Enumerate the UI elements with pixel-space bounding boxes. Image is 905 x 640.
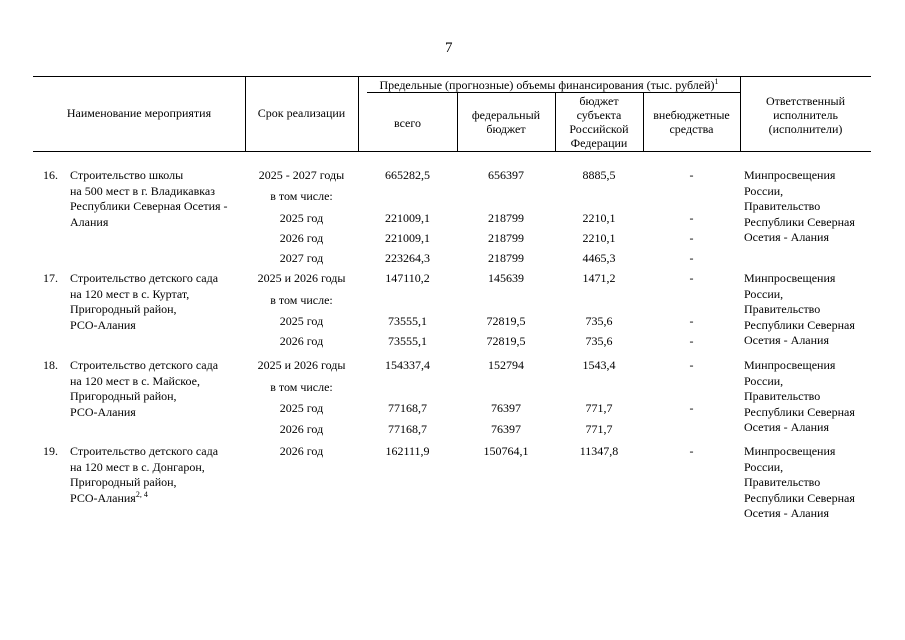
row-subject: 11347,8	[579, 444, 619, 458]
header-federal: федеральный бюджет	[471, 108, 541, 136]
row-period: 2025 год	[279, 211, 324, 225]
row-period: 2026 год	[279, 231, 324, 245]
row-federal: 150764,1	[483, 444, 529, 458]
row-subject: 2210,1	[582, 231, 616, 245]
row-period: 2025 - 2027 годы	[258, 168, 345, 182]
row-total: 221009,1	[385, 231, 430, 245]
row-subject: 2210,1	[582, 211, 616, 225]
row-period: 2025 год	[279, 401, 324, 415]
row-federal: 152794	[488, 358, 524, 372]
entry-number: 17.	[43, 271, 58, 285]
row-total: 162111,9	[385, 444, 430, 458]
header-name: Наименование мероприятия	[66, 106, 212, 120]
row-total: 77168,7	[388, 422, 427, 436]
entry-number: 19.	[43, 444, 58, 458]
row-period: 2026 год	[279, 334, 324, 348]
row-subject: 8885,5	[582, 168, 616, 182]
row-federal: 218799	[488, 251, 524, 265]
row-subject: 4465,3	[582, 251, 616, 265]
row-federal: 656397	[488, 168, 524, 182]
header-total: всего	[393, 116, 422, 130]
row-federal: 145639	[488, 271, 524, 285]
row-federal: 72819,5	[486, 314, 526, 328]
row-period: 2026 год	[279, 422, 324, 436]
row-extra: -	[689, 231, 694, 245]
row-federal: 218799	[488, 211, 524, 225]
row-extra: -	[689, 168, 694, 182]
row-period: 2026 год	[279, 444, 324, 458]
row-federal: 72819,5	[486, 334, 526, 348]
row-extra: -	[689, 444, 694, 458]
row-extra: -	[689, 334, 694, 348]
row-total: 665282,5	[385, 168, 430, 182]
row-extra: -	[689, 314, 694, 328]
row-subject: 1543,4	[582, 358, 616, 372]
row-federal: 76397	[491, 401, 521, 415]
row-subject: 771,7	[585, 422, 613, 436]
row-period: в том числе:	[270, 189, 333, 203]
entry-responsible: Минпросвещения России, Правительство Республики Северная Осетия - Алания	[744, 168, 855, 244]
header-funding: Предельные (прогнозные) объемы финансирования (тыс. рублей)$^1$	[379, 77, 719, 92]
entry-name: Строительство детского сада на 120 мест в с. Куртат, Пригородный район, РСО-Алания	[70, 271, 219, 332]
entry-number: 16.	[43, 168, 58, 182]
row-subject: 771,7	[585, 401, 613, 415]
row-total: 77168,7	[388, 401, 427, 415]
entry-name: Строительство детского сада на 120 мест в с. Донгарон, Пригородный район, РСО-Алания$^{2, 4}$	[70, 444, 219, 505]
row-extra: -	[689, 211, 694, 225]
row-extra: -	[689, 251, 694, 265]
table-top-border	[33, 76, 871, 77]
row-period: в том числе:	[270, 380, 333, 394]
row-total: 223264,3	[385, 251, 430, 265]
header-bottom-border	[33, 151, 871, 152]
row-period: в том числе:	[270, 293, 333, 307]
row-subject: 735,6	[585, 334, 613, 348]
entry-responsible: Минпросвещения России, Правительство Республики Северная Осетия - Алания	[744, 271, 855, 347]
row-period: 2025 год	[279, 314, 324, 328]
row-federal: 76397	[491, 422, 521, 436]
entry-responsible: Минпросвещения России, Правительство Республики Северная Осетия - Алания	[744, 358, 855, 434]
row-extra: -	[689, 358, 694, 372]
entry-number: 18.	[43, 358, 58, 372]
row-total: 221009,1	[385, 211, 430, 225]
entry-name: Строительство детского сада на 120 мест в с. Майское, Пригородный район, РСО-Алания	[70, 358, 219, 419]
header-responsible: Ответственный исполнитель (исполнители)	[765, 94, 846, 136]
header-subject: бюджет субъекта Российской Федерации	[569, 94, 629, 150]
row-subject: 1471,2	[582, 271, 616, 285]
entry-name: Строительство школы на 500 мест в г. Владикавказ Республики Северная Осетия - Алания	[70, 168, 228, 229]
row-total: 147110,2	[385, 271, 430, 285]
row-subject: 735,6	[585, 314, 613, 328]
row-period: 2027 год	[279, 251, 324, 265]
row-extra: -	[689, 271, 694, 285]
row-total: 154337,4	[385, 358, 430, 372]
header-period: Срок реализации	[257, 106, 346, 120]
page-number: 7	[445, 40, 453, 56]
footnote-marker: 2, 4	[135, 489, 148, 499]
header-extra: внебюджетные средства	[653, 108, 730, 136]
row-extra: -	[689, 401, 694, 415]
row-federal: 218799	[488, 231, 524, 245]
funding-subheader-line	[367, 92, 740, 93]
row-period: 2025 и 2026 годы	[257, 271, 346, 285]
row-total: 73555,1	[388, 314, 427, 328]
row-period: 2025 и 2026 годы	[257, 358, 346, 372]
row-total: 73555,1	[388, 334, 427, 348]
entry-responsible: Минпросвещения России, Правительство Республики Северная Осетия - Алания	[744, 444, 855, 520]
